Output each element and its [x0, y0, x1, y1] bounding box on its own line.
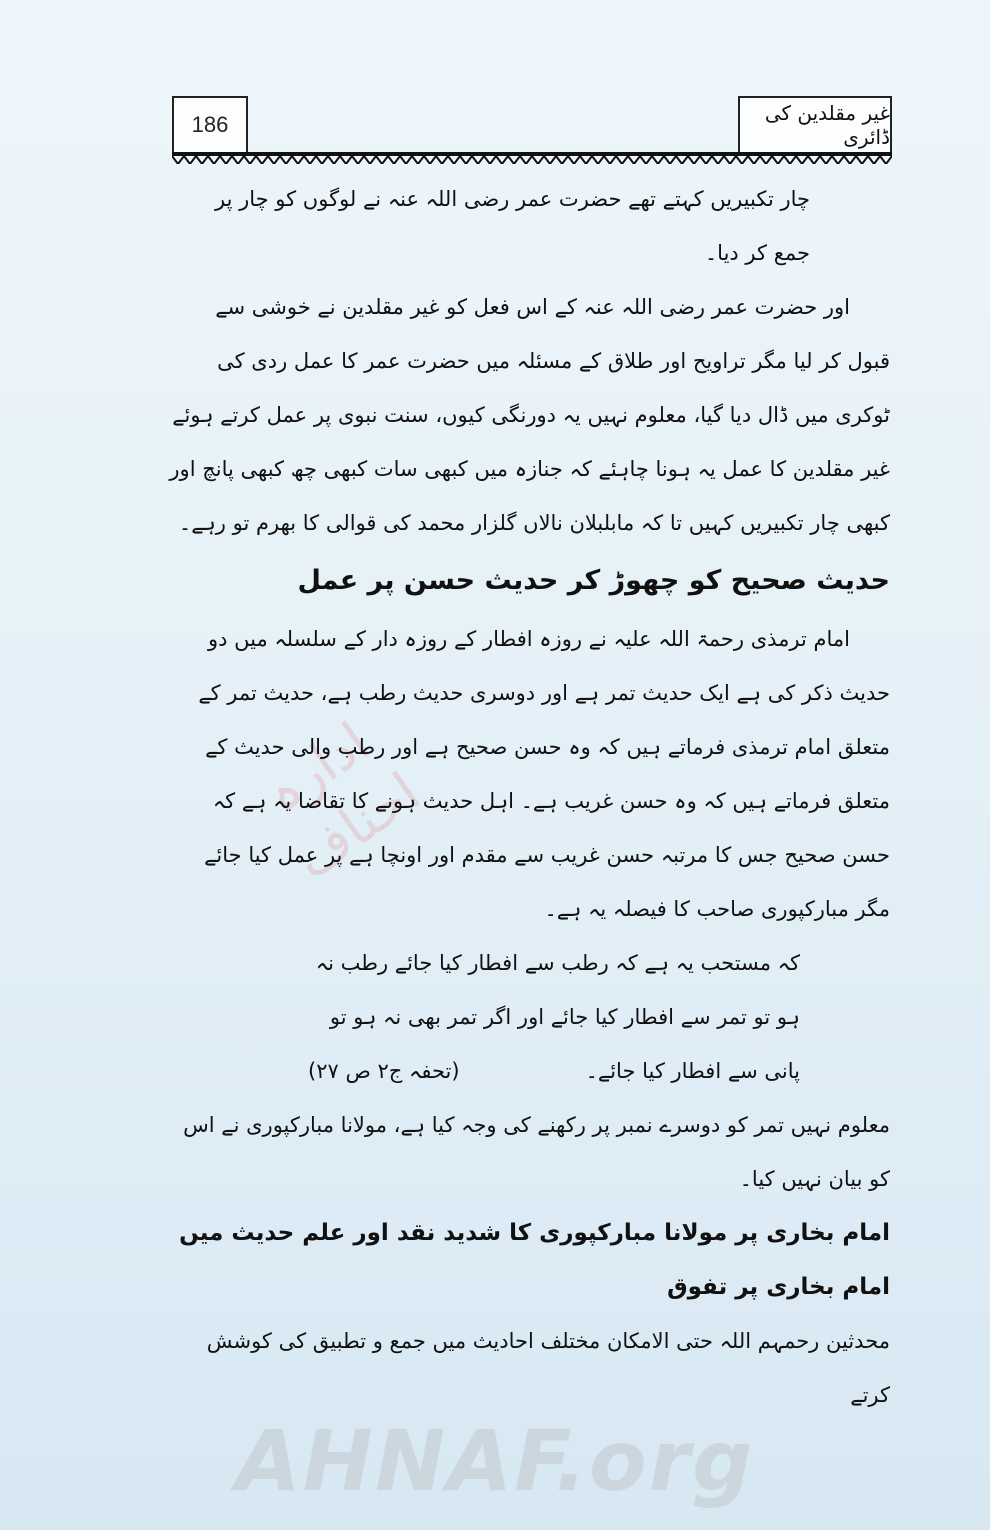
footer-watermark: AHNAF.org: [235, 1412, 755, 1510]
book-title: غیر مقلدین کی ڈائری: [738, 96, 892, 154]
section-heading: امام بخاری پر مولانا مبارکپوری کا شدید نقد اور علم حدیث میں امام بخاری پر تفوق: [179, 1220, 890, 1300]
quoted-paragraph: چار تکبیریں کہتے تھے حضرت عمر رضی اللہ عنہ نے لوگوں کو چار پر جمع کر دیا۔: [214, 187, 810, 265]
center-watermark: ادارہ احناف: [252, 710, 432, 891]
reference-citation: (تحفہ ج۲ ص ۲۷): [308, 1059, 460, 1083]
page-body: [168, 172, 890, 1422]
body-paragraph: امام ترمذی رحمۃ اللہ علیہ نے روزہ افطار کے روزہ دار کے سلسلہ میں دو حدیث ذکر کی ہے ایک حدیث تمر ہے اور دوسری حدیث رطب ہے، حدیث تمر کے متعلق امام ترمذی فرماتے ہیں کہ وہ حسن صحیح ہے اور رطب والی حدیث کے متعلق فرماتے ہیں کہ وہ حسن غریب ہے۔ اہل حدیث ہونے کا تقاضا یہ ہے کہ حسن صحیح جس کا مرتبہ حسن غریب سے مقدم اور اونچا ہے پر عمل کیا جائے مگر مبارکپوری صاحب کا فیصلہ یہ ہے۔: [198, 627, 890, 921]
header-zigzag-border: [172, 156, 892, 164]
page-header: [172, 96, 892, 160]
section-heading: حدیث صحیح کو چھوڑ کر حدیث حسن پر عمل: [297, 565, 890, 596]
body-paragraph: محدثین رحمہم اللہ حتی الامکان مختلف احادیث میں جمع و تطبیق کی کوشش کرتے: [206, 1329, 890, 1407]
body-paragraph: معلوم نہیں تمر کو دوسرے نمبر پر رکھنے کی وجہ کیا ہے، مولانا مبارکپوری نے اس کو بیان نہیں کیا۔: [183, 1113, 890, 1191]
quoted-paragraph: کہ مستحب یہ ہے کہ رطب سے افطار کیا جائے رطب نہ ہو تو تمر سے افطار کیا جائے اور اگر تمر بھی نہ ہو تو پانی سے افطار کیا جائے۔: [315, 951, 800, 1083]
body-paragraph: اور حضرت عمر رضی اللہ عنہ کے اس فعل کو غیر مقلدین نے خوشی سے قبول کر لیا مگر تراویح اور طلاق کے مسئلہ میں حضرت عمر کا عمل ردی کی ٹوکری میں ڈال دیا گیا، معلوم نہیں یہ دورنگی کیوں، سنت نبوی پر عمل کرتے ہوئے غیر مقلدین کا عمل یہ ہونا چاہئے کہ جنازہ میں کبھی سات کبھی چھ کبھی پانچ اور کبھی چار تکبیریں کہیں تا کہ مابلبلان نالاں گلزار محمد کی قوالی کا بھرم تو رہے۔: [169, 295, 890, 535]
page-number: 186: [172, 96, 248, 154]
